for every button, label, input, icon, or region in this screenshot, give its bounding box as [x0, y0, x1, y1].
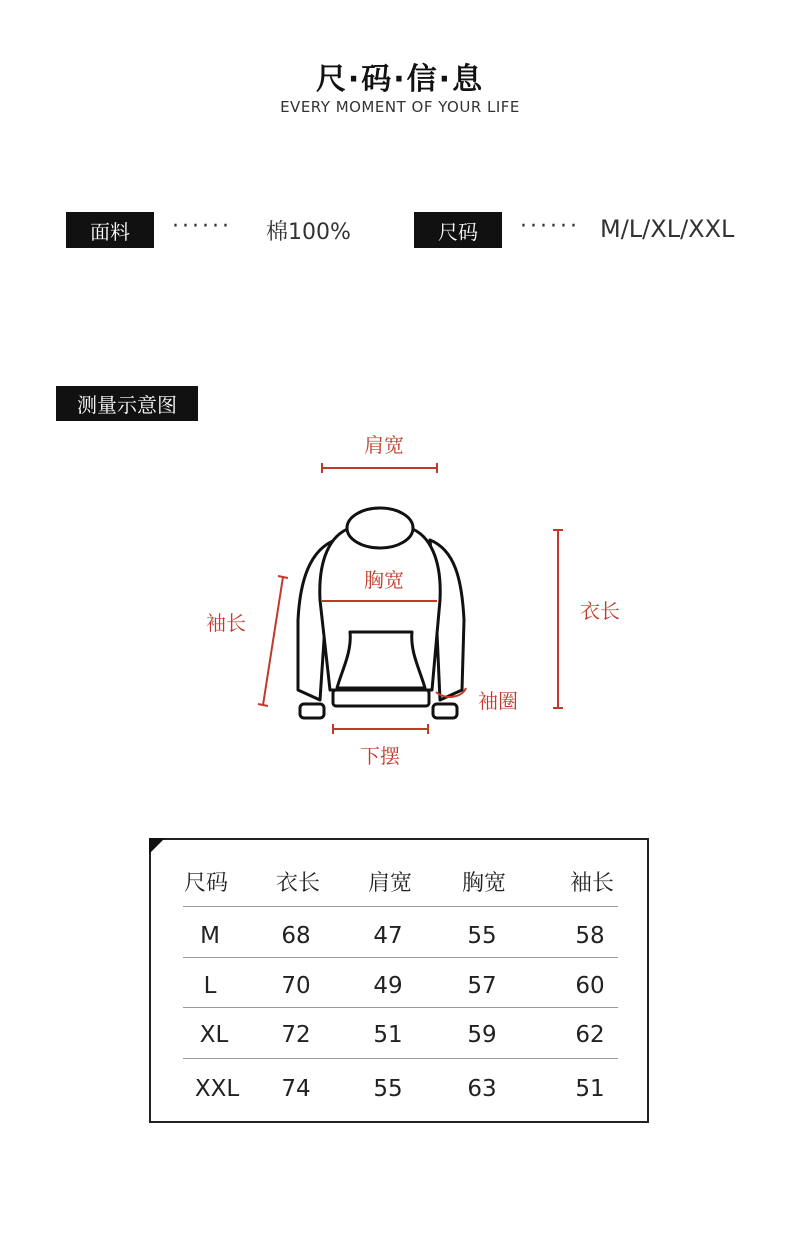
length-label: 衣长: [580, 599, 620, 623]
table-cell: 55: [373, 1076, 403, 1102]
cuff-label: 袖圈: [478, 689, 518, 713]
table-cell: M: [200, 923, 220, 949]
table-cell: 55: [467, 923, 497, 949]
table-cell: 74: [281, 1076, 311, 1102]
table-cell: 63: [467, 1076, 497, 1102]
table-cell: 62: [575, 1022, 605, 1048]
table-cell: 70: [281, 973, 311, 999]
table-cell: 49: [373, 973, 403, 999]
shoulder-label: 肩宽: [364, 433, 404, 457]
table-cell: 51: [575, 1076, 605, 1102]
size-dots: ······: [520, 214, 580, 239]
right-cuff: [433, 704, 457, 718]
table-cell: XXL: [194, 1076, 240, 1102]
hem-label: 下摆: [360, 744, 400, 768]
kangaroo-pocket: [337, 632, 425, 688]
fabric-dots: ······: [172, 214, 232, 239]
table-cell: XL: [199, 1022, 229, 1048]
table-divider: [183, 906, 618, 907]
table-cell: 59: [467, 1022, 497, 1048]
table-cell: 47: [373, 923, 403, 949]
table-divider: [183, 1007, 618, 1008]
table-cell: 60: [575, 973, 605, 999]
header-sleeve: 袖长: [569, 871, 614, 896]
table-divider: [183, 1058, 618, 1059]
size-value: M/L/XL/XXL: [600, 215, 735, 243]
table-cell: L: [203, 973, 217, 999]
page-subtitle: EVERY MOMENT OF YOUR LIFE: [280, 98, 520, 116]
table-cell: 72: [281, 1022, 311, 1048]
header-length: 衣长: [275, 871, 320, 896]
table-divider: [183, 957, 618, 958]
collar: [347, 508, 413, 548]
page-title: 尺·码·信·息: [315, 62, 485, 97]
table-corner-mark: [149, 838, 165, 854]
fabric-label: 面料: [66, 212, 154, 248]
table-cell: 68: [281, 923, 311, 949]
table-cell: 57: [467, 973, 497, 999]
sleeve-label: 袖长: [206, 611, 246, 635]
measure-diagram-label: 测量示意图: [56, 386, 198, 421]
size-label: 尺码: [414, 212, 502, 248]
table-cell: 51: [373, 1022, 403, 1048]
header-shoulder: 肩宽: [367, 871, 412, 896]
left-cuff: [300, 704, 324, 718]
header-size: 尺码: [183, 871, 228, 896]
fabric-value: 棉100%: [266, 220, 351, 245]
header-chest: 胸宽: [461, 871, 506, 896]
chest-label: 胸宽: [364, 568, 404, 592]
table-cell: 58: [575, 923, 605, 949]
hem-band: [333, 690, 429, 706]
